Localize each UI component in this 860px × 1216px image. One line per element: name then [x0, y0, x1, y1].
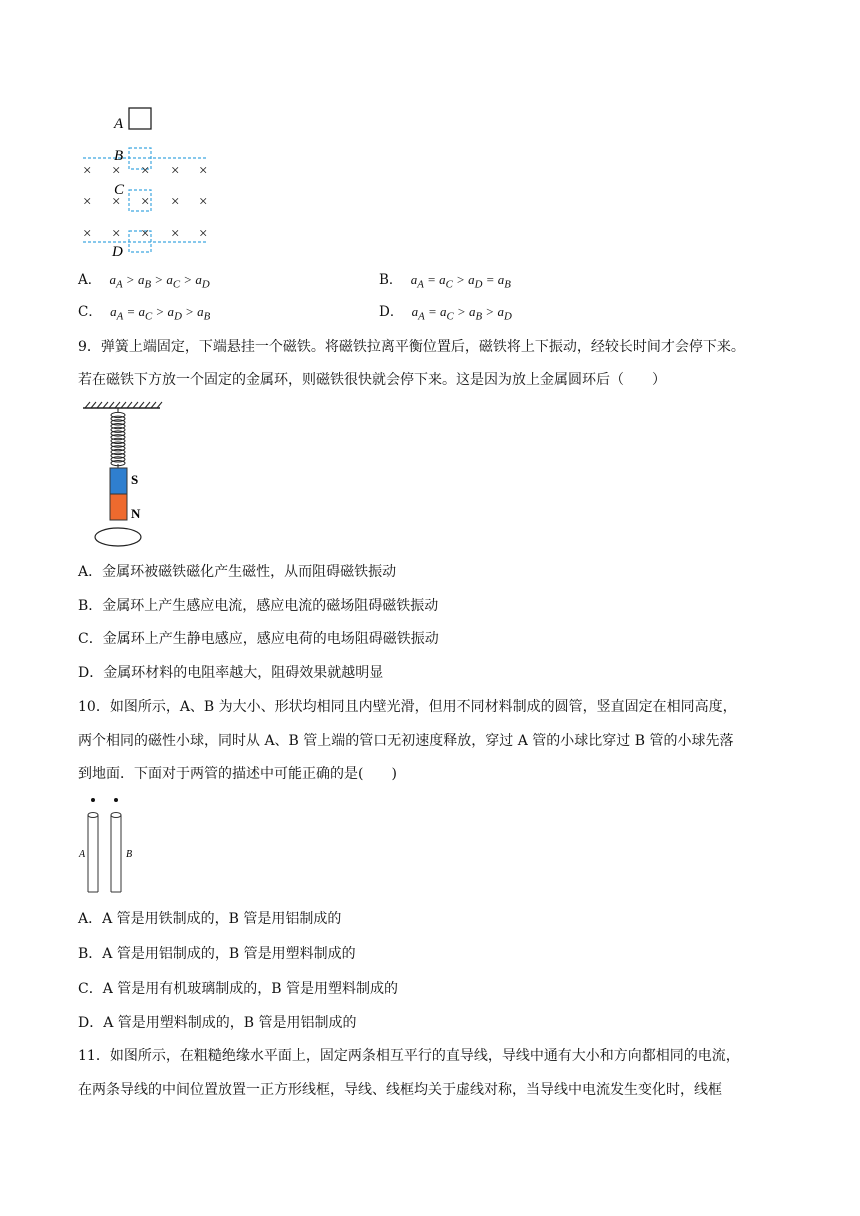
q9-label-s: S	[131, 472, 139, 487]
q10-stem-line-2: 两个相同的磁性小球，同时从 A、B 管上端的管口无初速度释放，穿过 A 管的小球比穿过 B 管的小球先落	[78, 733, 734, 749]
q8-field-crosses	[83, 163, 207, 242]
q8-label-c: C	[114, 182, 125, 198]
q10-ball-b	[114, 798, 118, 802]
q8-option-a-expr: $a_A > a_B > a_C > a_D$	[109, 272, 210, 291]
q9-magnet-n-pole	[110, 494, 127, 520]
q10-label-b: B	[126, 849, 133, 860]
q8-field-cross-0-1: ×	[112, 163, 121, 179]
q10-option-b[interactable]: B．A 管是用铝制成的，B 管是用塑料制成的	[78, 946, 356, 962]
q9-hatch-line	[109, 402, 114, 408]
q10-tubes-figure	[76, 795, 146, 897]
q8-field-cross-1-3: ×	[171, 194, 180, 210]
q9-metal-ring	[95, 528, 141, 546]
q9-hatch-line	[103, 402, 108, 408]
q8-option-c[interactable]	[78, 302, 210, 327]
q9-option-b[interactable]: B．金属环上产生感应电流，感应电流的磁场阻碍磁铁振动	[78, 598, 439, 614]
q8-field-cross-0-2: ×	[141, 163, 150, 179]
q9-option-c[interactable]: C．金属环上产生静电感应，感应电荷的电场阻碍磁铁振动	[78, 631, 439, 647]
q8-option-c-expr: $a_A = a_C > a_D > a_B$	[110, 304, 211, 323]
q9-option-d[interactable]: D．金属环材料的电阻率越大，阻碍效果就越明显	[78, 665, 384, 681]
q8-option-a[interactable]	[78, 270, 210, 295]
q8-field-cross-2-1: ×	[112, 226, 121, 242]
q8-option-b-expr: $a_A = a_C > a_D = a_B$	[410, 272, 511, 291]
q9-stem-line-1: 9．弹簧上端固定，下端悬挂一个磁铁。将磁铁拉离平衡位置后，磁铁将上下振动，经较长时间才会停下来。	[78, 339, 745, 355]
q9-hatch-line	[121, 402, 126, 408]
q8-option-c-letter: C．	[78, 304, 102, 320]
q8-field-cross-2-3: ×	[171, 226, 180, 242]
q8-field-cross-2-0: ×	[83, 226, 92, 242]
q8-magnetic-field-figure	[75, 100, 225, 262]
q8-option-a-letter: A．	[78, 272, 102, 288]
q9-hatch-line	[85, 402, 90, 408]
q8-field-cross-1-1: ×	[112, 194, 121, 210]
q8-option-d-letter: D．	[379, 304, 404, 320]
q10-stem-line-3: 到地面．下面对于两管的描述中可能正确的是( )	[78, 766, 397, 782]
q8-option-d-expr: $a_A = a_C > a_B > a_D$	[411, 304, 512, 323]
q8-field-cross-2-4: ×	[199, 226, 208, 242]
q9-hatch-line	[157, 402, 162, 408]
q8-label-d: D	[112, 244, 123, 260]
q9-hatch-line	[127, 402, 132, 408]
q8-field-cross-0-4: ×	[199, 163, 208, 179]
q8-option-b[interactable]	[379, 270, 511, 295]
q8-label-b: B	[114, 148, 124, 164]
q9-hatch-line	[151, 402, 156, 408]
q10-option-d[interactable]: D．A 管是用塑料制成的，B 管是用铝制成的	[78, 1015, 357, 1031]
q8-field-cross-0-0: ×	[83, 163, 92, 179]
q8-field-cross-1-2: ×	[141, 194, 150, 210]
q8-field-cross-2-2: ×	[141, 226, 150, 242]
q10-stem-line-1: 10．如图所示，A、B 为大小、形状均相同且内壁光滑，但用不同材料制成的圆管，竖直固定在相同高度，	[78, 699, 737, 715]
q9-hatch-line	[133, 402, 138, 408]
q10-tube-a-top	[88, 813, 98, 818]
q9-stem-line-2: 若在磁铁下方放一个固定的金属环，则磁铁很快就会停下来。这是因为放上金属圆环后（ ）	[78, 372, 666, 388]
q8-field-cross-1-0: ×	[83, 194, 92, 210]
q9-spring-magnet-figure	[78, 400, 168, 550]
q9-hatch-line	[139, 402, 144, 408]
q9-ceiling-hatch	[85, 402, 162, 408]
q9-label-n: N	[131, 506, 141, 521]
q11-stem-line-1: 11．如图所示，在粗糙绝缘水平面上，固定两条相互平行的直导线，导线中通有大小和方向都相同的电流，	[78, 1048, 740, 1064]
q9-hatch-line	[91, 402, 96, 408]
q8-option-b-letter: B．	[379, 272, 403, 288]
q9-option-a[interactable]: A．金属环被磁铁磁化产生磁性，从而阻碍磁铁振动	[78, 564, 397, 580]
q8-square-a	[129, 108, 151, 129]
q10-label-a: A	[79, 849, 86, 860]
q9-hatch-line	[145, 402, 150, 408]
q9-hatch-line	[115, 402, 120, 408]
q8-field-cross-1-4: ×	[199, 194, 208, 210]
q9-hatch-line	[97, 402, 102, 408]
q8-option-d[interactable]	[379, 302, 512, 327]
q10-option-a[interactable]: A．A 管是用铁制成的，B 管是用铝制成的	[78, 911, 342, 927]
q11-stem-line-2: 在两条导线的中间位置放置一正方形线框，导线、线框均关于虚线对称，当导线中电流发生变化时，线框	[78, 1082, 722, 1098]
q9-spring	[111, 408, 125, 468]
q8-label-a: A	[114, 116, 124, 132]
q8-field-cross-0-3: ×	[171, 163, 180, 179]
q10-tube-b-top	[111, 813, 121, 818]
q9-magnet-s-pole	[110, 468, 127, 494]
q10-ball-a	[91, 798, 95, 802]
q10-option-c[interactable]: C．A 管是用有机玻璃制成的，B 管是用塑料制成的	[78, 981, 399, 997]
